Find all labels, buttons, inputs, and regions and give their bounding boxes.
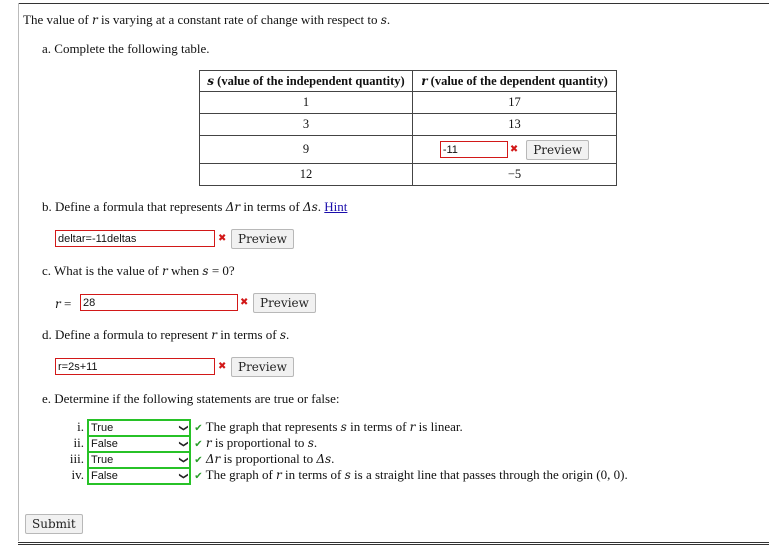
statement-row: iv. False ❯ ✔ The graph of r in terms of s is a straight line that passes through the origin (0, 0). [0,467,628,485]
cell-s: 3 [200,114,413,136]
preview-button[interactable]: Preview [231,357,294,377]
preview-button[interactable]: Preview [526,140,589,160]
part-d-label: d. Define a formula to represent r in terms of s. [42,327,290,342]
chevron-down-icon: ❯ [178,472,189,480]
preview-button[interactable]: Preview [253,293,316,313]
part-c-answer-input[interactable] [80,294,238,311]
chevron-down-icon: ❯ [178,456,189,464]
chevron-down-icon: ❯ [178,424,189,432]
value-table [199,70,617,186]
select-value: True [91,454,114,466]
cell-s: 9 [200,136,413,164]
select-value: False [91,470,118,482]
incorrect-icon: ✖ [218,233,227,244]
cell-r: 17 [413,92,617,114]
part-b-label: b. Define a formula that represents Δr in terms of Δs. Hint [42,199,348,214]
statement-row: ii. False ❯ ✔ r is proportional to s. [0,435,317,453]
r-equals-prefix: r = [55,296,72,311]
table-row [200,92,617,114]
incorrect-icon: ✖ [509,144,519,155]
table-row [200,114,617,136]
frame-bottom-border [18,542,769,545]
incorrect-icon: ✖ [218,361,227,372]
table-row [200,164,617,186]
part-e-label: e. Determine if the following statements are true or false: [42,391,340,406]
part-a-label: a. Complete the following table. [42,41,210,56]
statement-row: i. True ❯ ✔ The graph that represents s in terms of r is linear. [0,419,463,437]
preview-button[interactable]: Preview [231,229,294,249]
statement-row: iii. True ❯ ✔ Δr is proportional to Δs. [0,451,334,469]
correct-icon: ✔ [194,439,203,450]
select-value: False [91,438,118,450]
cell-r-input [413,136,617,164]
statement-number: iv. [71,467,84,482]
cell-r: 13 [413,114,617,136]
table-row [200,136,617,164]
part-c-label: c. What is the value of r when s = 0? [42,263,235,278]
correct-icon: ✔ [194,471,203,482]
cell-s: 1 [200,92,413,114]
header-s: s (value of the independent quantity) [200,71,413,92]
header-r: r (value of the dependent quantity) [413,71,617,92]
submit-button[interactable]: Submit [25,514,83,534]
correct-icon: ✔ [194,455,203,466]
statement-number: ii. [73,435,84,450]
correct-icon: ✔ [194,423,203,434]
table-header-row [200,71,617,92]
select-value: True [91,422,114,434]
incorrect-icon: ✖ [240,297,249,308]
statement-number: i. [77,419,84,434]
cell-r: −5 [413,164,617,186]
problem-intro: The value of r is varying at a constant rate of change with respect to s. [23,12,391,27]
chevron-down-icon: ❯ [178,440,189,448]
cell-s: 12 [200,164,413,186]
true-false-select[interactable] [87,467,191,485]
frame-top-border [18,3,769,4]
hint-link[interactable]: Hint [324,199,348,214]
part-b-answer-input[interactable] [55,230,215,247]
statement-number: iii. [69,451,84,466]
table-r-answer-input[interactable] [440,141,508,158]
part-d-answer-input[interactable] [55,358,215,375]
